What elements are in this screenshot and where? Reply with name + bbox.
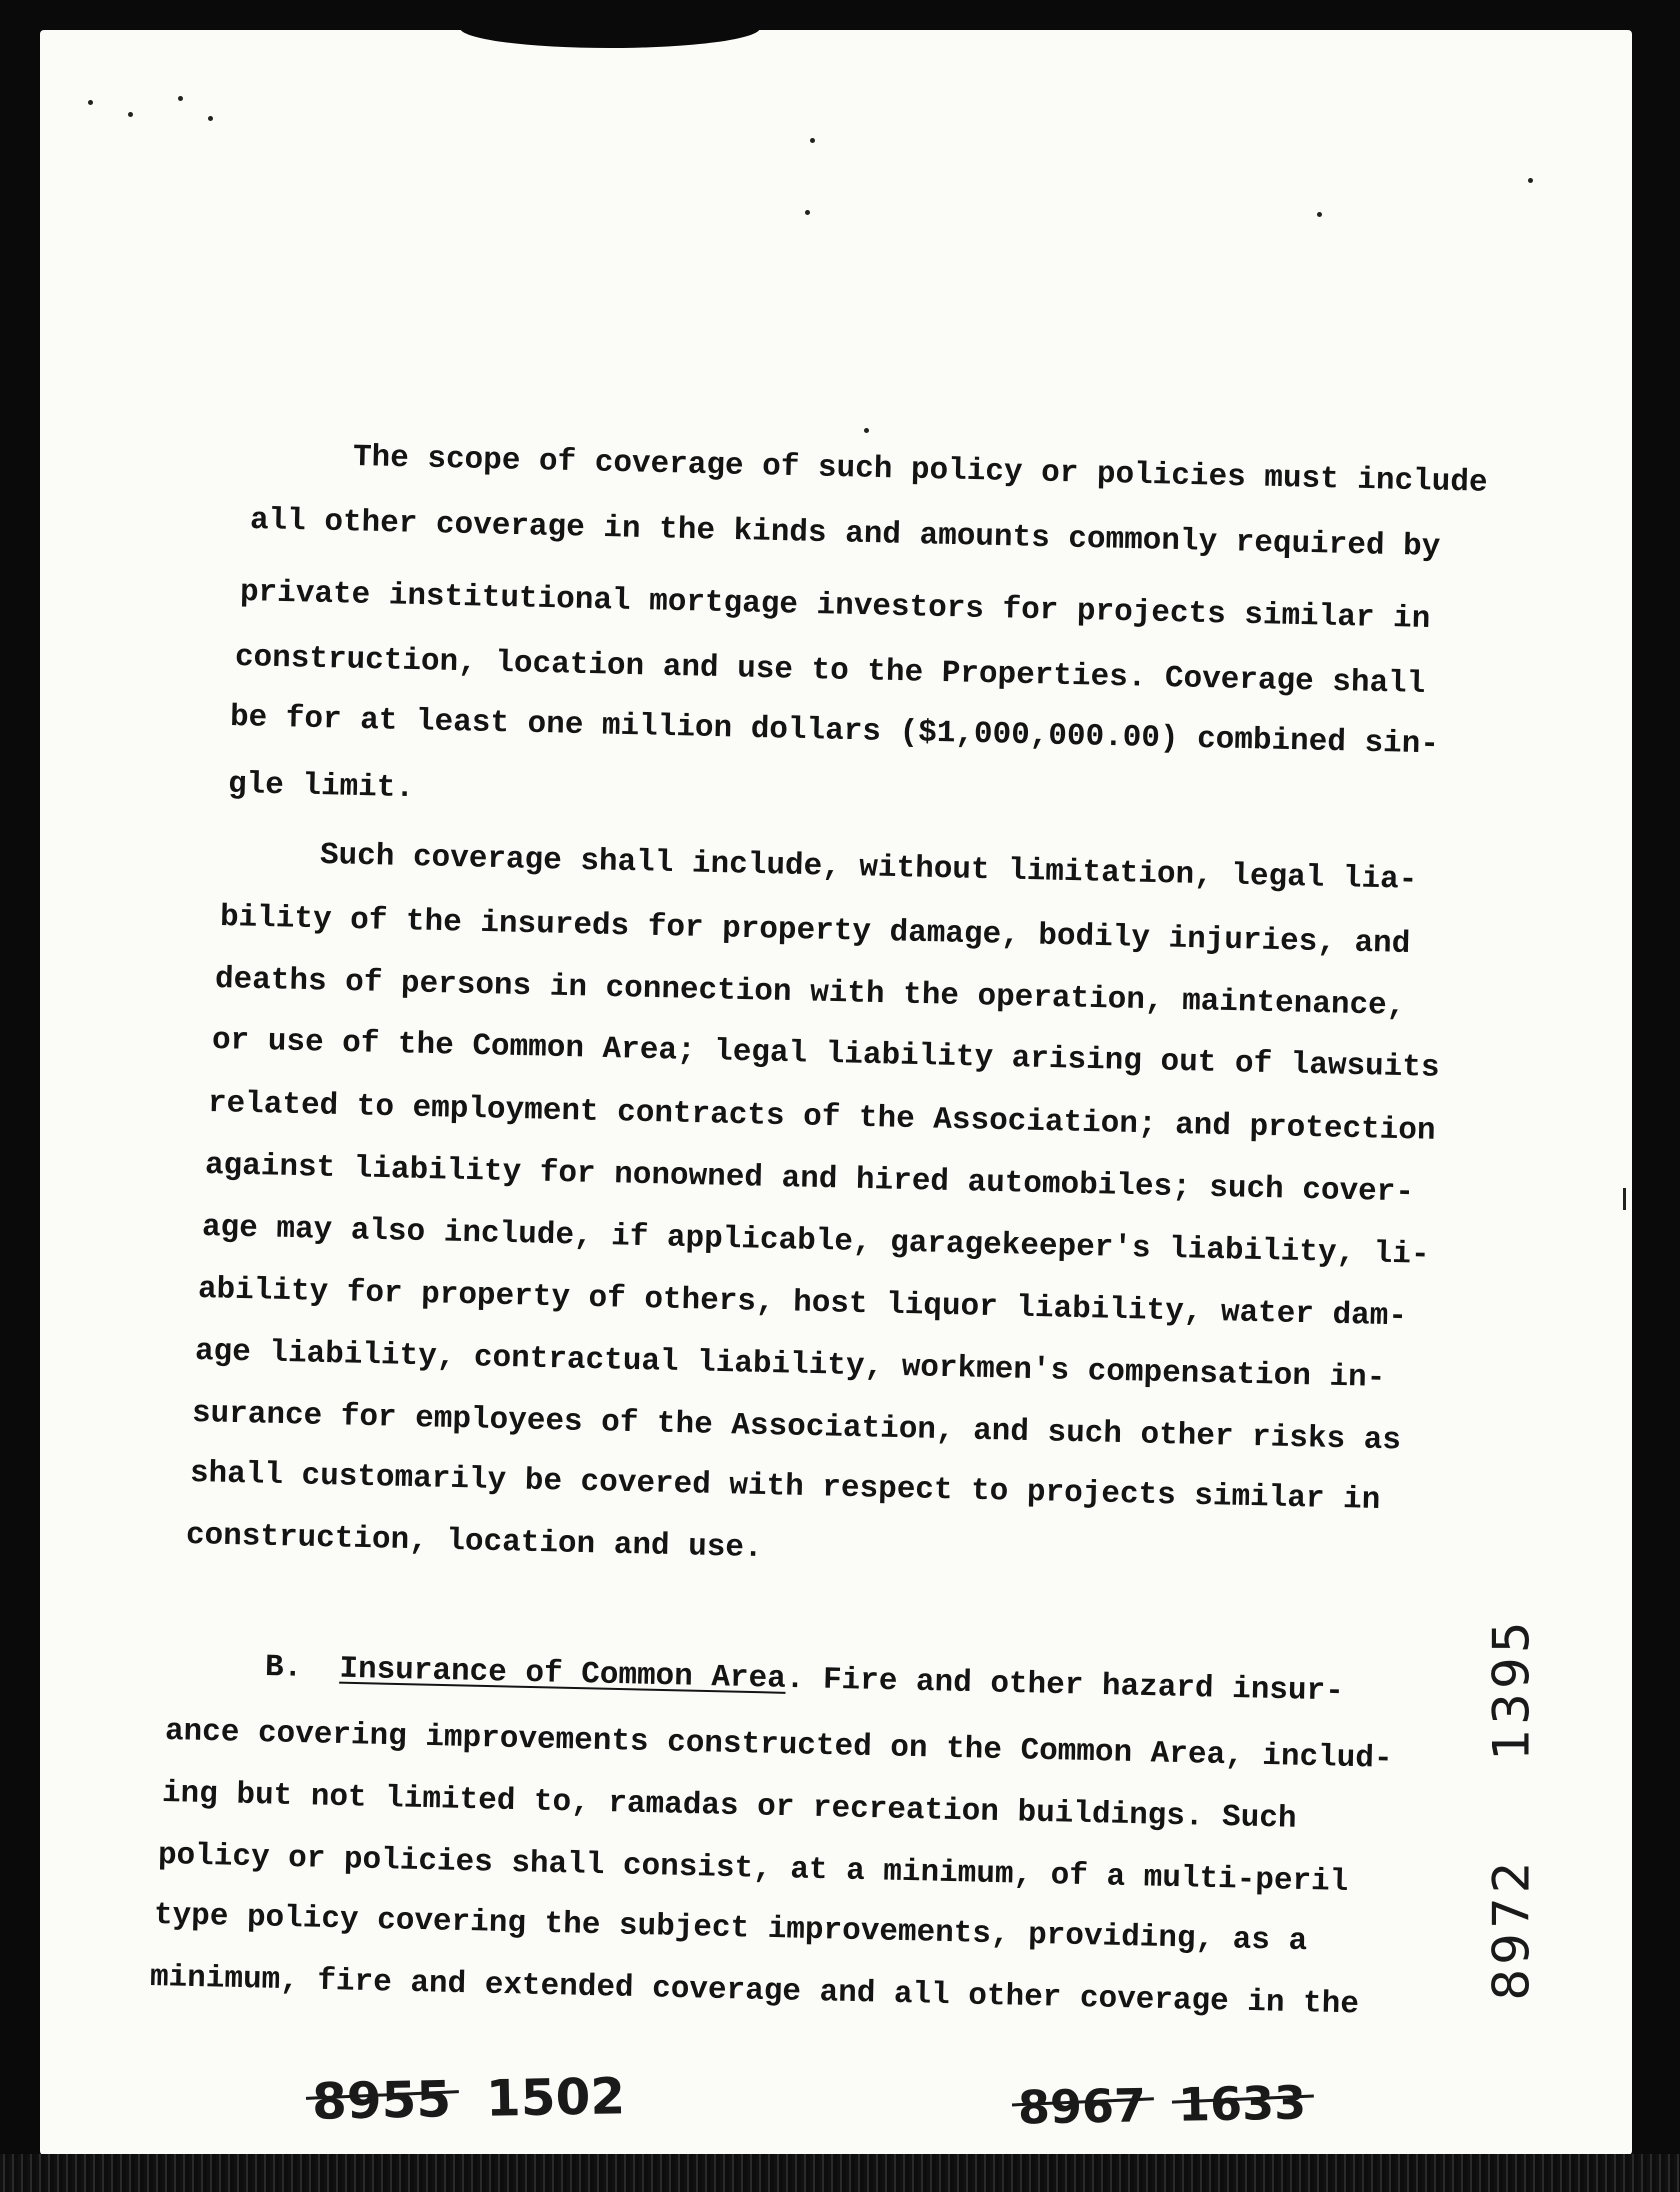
paragraph-2-line-7: age may also include, if applicable, garagekeeper's liability, li- [201,1210,1430,1273]
margin-mark [1623,1188,1626,1210]
bottom-stamp-left [312,2067,626,2130]
vertical-stamp-number-bottom: 8972 [1482,1857,1541,2001]
paragraph-2-line-11: shall customarily be covered with respect to projects similar in [189,1456,1381,1519]
document-body [40,30,1632,2155]
section-b-line-6: minimum, fire and extended coverage and all other coverage in the [149,1960,1360,2023]
paragraph-2-line-5: related to employment contracts of the Association; and protection [207,1086,1436,1149]
section-b-line-4: policy or policies shall consist, at a minimum, of a multi-peril [157,1838,1349,1901]
bottom-stamp-left-number-1: 8955 [311,2070,452,2131]
section-b-line-3: ing but not limited to, ramadas or recreation buildings. Such [161,1776,1297,1837]
section-b-line-2: ance covering improvements constructed on the Common Area, includ- [164,1714,1393,1777]
paragraph-1-line-6: gle limit. [227,767,415,807]
vertical-stamp-number-top: 1395 [1482,1617,1541,1761]
paragraph-2-line-9: age liability, contractual liability, workmen's compensation in- [194,1334,1386,1397]
section-b-line-5: type policy covering the subject improvements, providing, as a [153,1898,1308,1960]
document-page [40,30,1632,2155]
paragraph-2-line-1: Such coverage shall include, without limitation, legal lia- [319,838,1418,898]
paragraph-1-line-1: The scope of coverage of such policy or policies must include [352,440,1488,501]
section-b-heading: Insurance of Common Area [339,1651,787,1697]
bottom-stamp-right-number-2: 1633 [1177,2075,1307,2132]
section-b-letter: B. [264,1650,303,1686]
section-b-line-1-rest: . Fire and other hazard insur- [785,1661,1345,1710]
paragraph-2-line-12: construction, location and use. [185,1518,763,1567]
section-b-line-1 [265,1650,1345,1709]
bottom-stamp-right [1018,2075,1307,2134]
paragraph-2-line-10: surance for employees of the Association, and such other risks as [191,1396,1402,1459]
paragraph-2-line-2: bility of the insureds for property damage, bodily injuries, and [219,900,1411,963]
paragraph-1-line-5: be for at least one million dollars ($1,000,000.00) combined sin- [229,700,1440,763]
paragraph-1-line-2: all other coverage in the kinds and amounts commonly required by [249,503,1441,566]
paragraph-2-line-6: against liability for nonowned and hired automobiles; such cover- [204,1148,1415,1211]
paragraph-2-line-8: ability for property of others, host liquor liability, water dam- [197,1272,1408,1335]
paragraph-2-line-3: deaths of persons in connection with the operation, maintenance, [214,962,1406,1025]
paragraph-2-line-4: or use of the Common Area; legal liability arising out of lawsuits [211,1023,1440,1086]
scan-bottom-edge [0,2154,1680,2192]
paragraph-1-line-3: private institutional mortgage investors for projects similar in [239,575,1431,638]
bottom-stamp-right-number-1: 8967 [1017,2078,1147,2135]
bottom-stamp-left-number-2: 1502 [485,2067,626,2128]
paragraph-1-line-4: construction, location and use to the Properties. Coverage shall [234,640,1426,703]
